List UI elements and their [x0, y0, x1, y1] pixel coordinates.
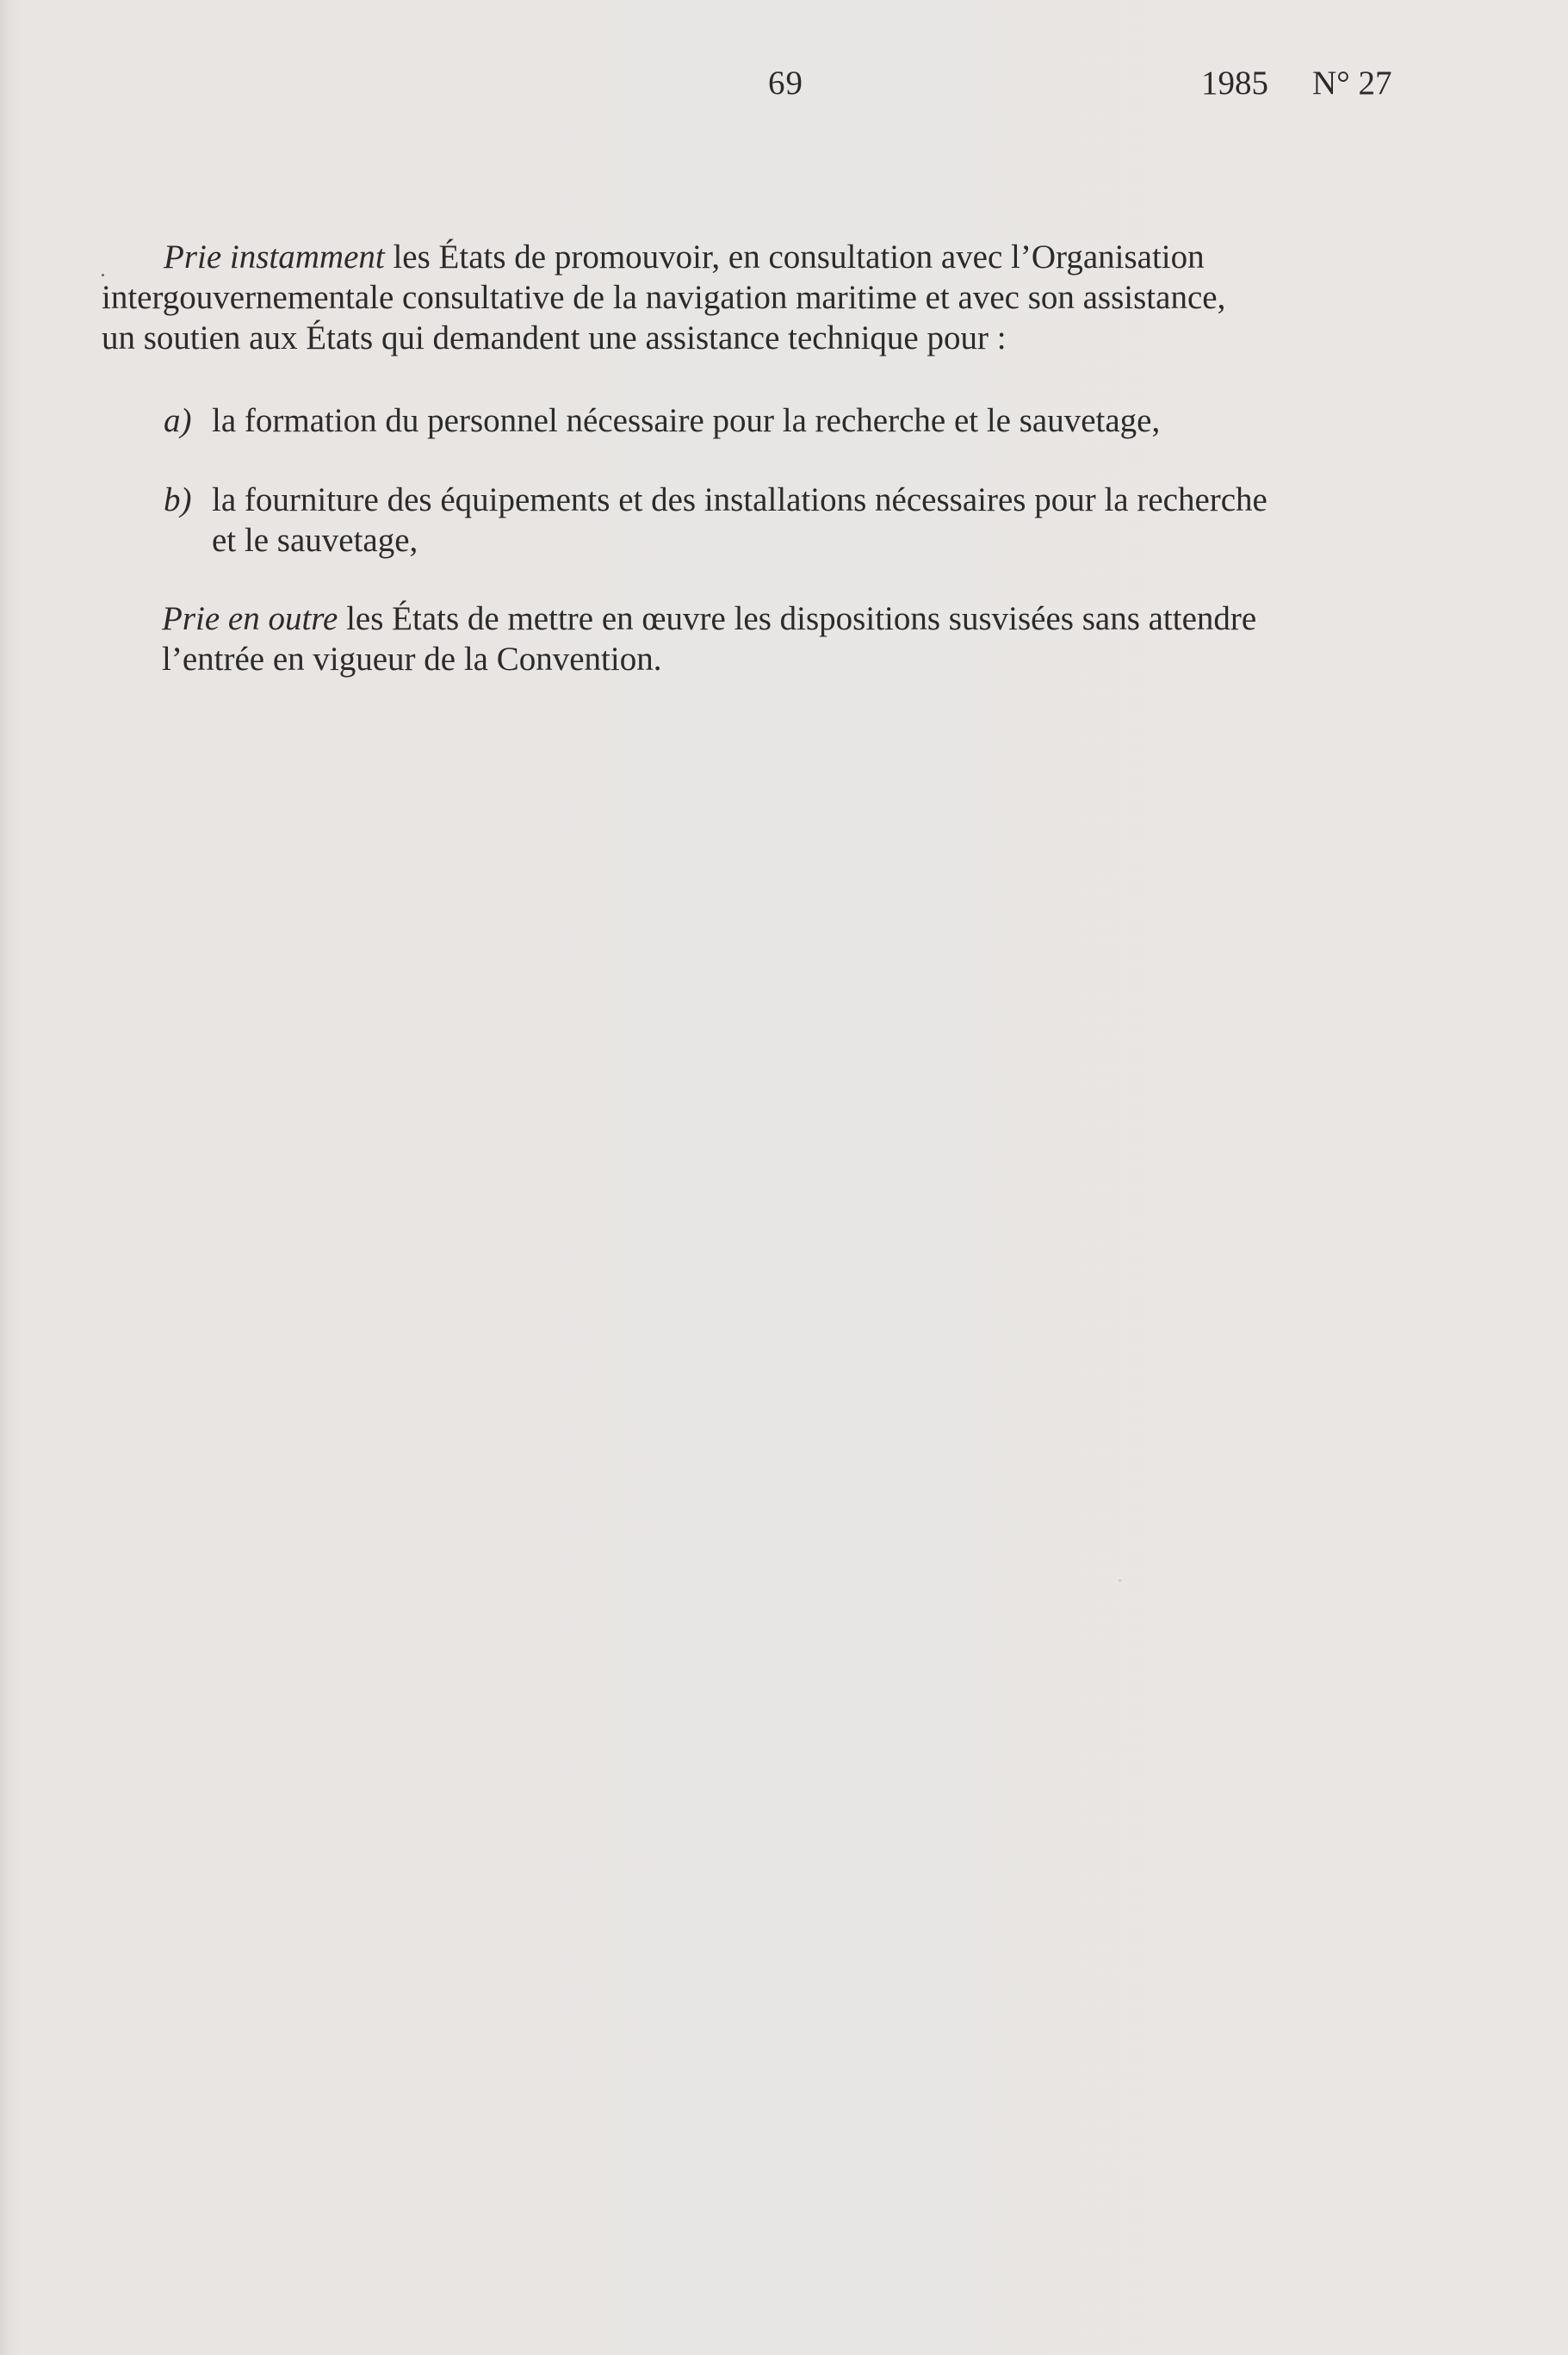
paragraph-line: intergouvernementale consultative de la navigation maritime et avec son assistance,	[102, 279, 1226, 316]
list-marker: a)	[164, 402, 192, 439]
italic-lead-phrase: Prie instamment	[164, 239, 385, 276]
paper-speck	[1119, 1579, 1121, 1582]
paragraph-prie-instamment	[102, 237, 1410, 358]
list-item-text	[164, 400, 1412, 441]
list-item-text	[164, 480, 1412, 561]
header-issue-number: N° 27	[1312, 65, 1392, 102]
list-item-b	[164, 480, 1412, 561]
paragraph-line: l’entrée en vigueur de la Convention.	[162, 641, 662, 678]
list-marker: b)	[164, 481, 192, 518]
list-item-a	[164, 400, 1412, 441]
list-item-line: la fourniture des équipements et des installations nécessaires pour la recherche	[212, 481, 1267, 518]
page-number: 69	[768, 65, 803, 102]
paragraph-line-text: les États de promouvoir, en consultation avec l’Organisation	[384, 239, 1205, 276]
paragraph-line-text: les États de mettre en œuvre les dispositions susvisées sans attendre	[338, 600, 1257, 637]
paragraph-line	[162, 598, 1410, 639]
italic-lead-phrase: Prie en outre	[162, 600, 338, 637]
list-item-line: et le sauvetage,	[212, 522, 418, 559]
paragraph-line: un soutien aux États qui demandent une assistance technique pour :	[102, 319, 1007, 356]
header-year: 1985	[1201, 65, 1268, 102]
paragraph-prie-en-outre	[162, 598, 1410, 679]
list-item-line: la formation du personnel nécessaire pour la recherche et le sauvetage,	[212, 402, 1161, 439]
paragraph-line	[102, 237, 1410, 277]
